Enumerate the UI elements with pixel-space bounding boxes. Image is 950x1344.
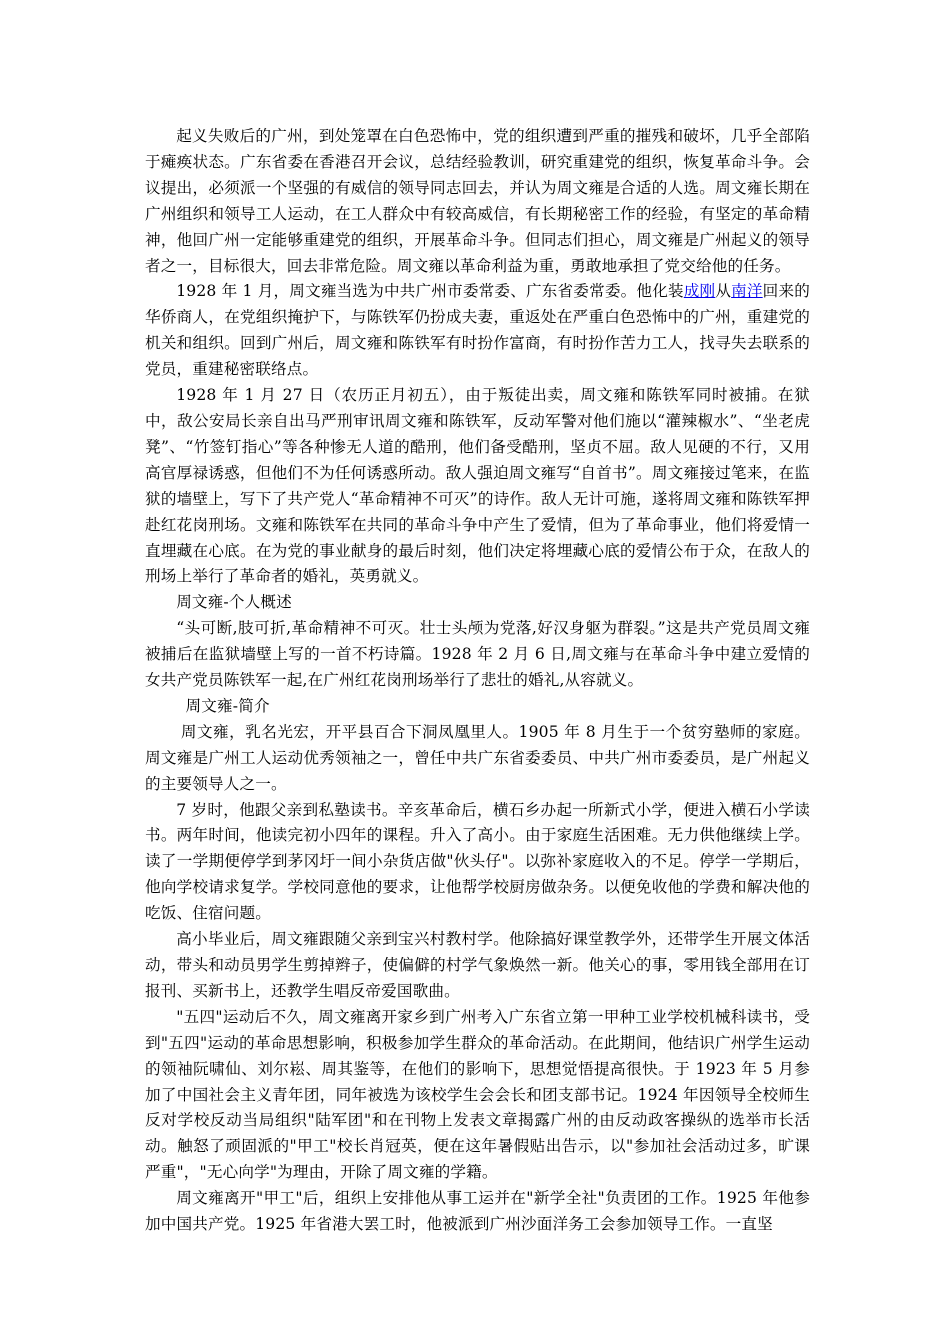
- paragraph-may-fourth: "五四"运动后不久，周文雍离开家乡到广州考入广东省立第一甲种工业学校机械科读书，受到"五四"运动的革命思想影响，积极参加学生群众的革命活动。在此期间，他结识广州学生运动的领袖阮啸仙、刘尔崧、周其鉴等，在他们的影响下，思想觉悟提高很快。于 1923 年 5 月参加了中国社会主义青年团，同年被选为该校学生会会长和团支部书记。1924 年因领导全校师生反对学校反动当局组织"陆军团"和在刊物上发表文章揭露广州的由反动政客操纵的选举市长活动。触怒了顽固派的"甲工"校长肖冠英，便在这年暑假贴出告示，以"参加社会活动过多，旷课严重"，"无心向学"为理由，开除了周文雍的学籍。: [145, 1007, 810, 1182]
- paragraph-overview: “头可断,肢可折,革命精神不可灭。壮士头颅为党落,好汉身躯为群裂。”这是共产党员周文雍被捕后在监狱墙壁上写的一首不朽诗篇。1928 年 2 月 6 日,周文雍与在革命斗争中建立爱情的女共产党员陈铁军一起,在广州红花岗刑场举行了悲壮的婚礼,从容就义。: [145, 619, 810, 690]
- paragraph-text-before-link: 1928 年 1 月，周文雍当选为中共广州市委常委、广东省委常委。他化装: [176, 282, 684, 301]
- section-heading-intro: 周文雍-简介: [185, 696, 270, 715]
- paragraph-intro: 周文雍，乳名光宏，开平县百合下洞凤凰里人。1905 年 8 月生于一个贫穷塾师的家庭。周文雍是广州工人运动优秀领袖之一，曾任中共广东省委委员、中共广州市委委员，是广州起义的主要领导人之一。: [145, 722, 810, 793]
- link-chenggang[interactable]: 成刚: [683, 282, 716, 301]
- paragraph-return-to-guangzhou: [145, 279, 810, 383]
- link-nanyang[interactable]: 南洋: [731, 282, 763, 301]
- paragraph-text-after-link: 回来的华侨商人，在党组织掩护下，与陈铁军仍扮成夫妻，重返处在严重白色恐怖中的广州，重建党的机关和组织。回到广州后，周文雍和陈铁军有时扮作富商，有时扮作苦力工人，找寻失去联系的党员，重建秘密联络点。: [145, 282, 810, 379]
- paragraph-labor-movement: 周文雍离开"甲工"后，组织上安排他从事工运并在"新学全社"负责团的工作。1925 年他参加中国共产党。1925 年省港大罢工时，他被派到广州沙面洋务工会参加领导工作。一直坚: [145, 1189, 810, 1234]
- section-heading-overview: 周文雍-个人概述: [176, 593, 292, 612]
- paragraph-text-mid: 从: [715, 282, 732, 301]
- paragraph-party-rebuild-plan: 起义失败后的广州，到处笼罩在白色恐怖中，党的组织遭到严重的摧残和破坏，几乎全部陷于瘫痪状态。广东省委在香港召开会议，总结经验教训，研究重建党的组织，恢复革命斗争。会议提出，必须派一个坚强的有威信的领导同志回去，并认为周文雍是合适的人选。周文雍长期在广州组织和领导工人运动，在工人群众中有较高威信，有长期秘密工作的经验，有坚定的革命精神，他回广州一定能够重建党的组织，开展革命斗争。但同志们担心，周文雍是广州起义的领导者之一，目标很大，回去非常危险。周文雍以革命利益为重，勇敢地承担了党交给他的任务。: [145, 127, 810, 275]
- paragraph-arrest-and-execution: 1928 年 1 月 27 日（农历正月初五），由于叛徒出卖，周文雍和陈铁军同时被捕。在狱中，敌公安局长亲自出马严刑审讯周文雍和陈铁军，反动军警对他们施以“灌辣椒水”、“坐老虎凳”、“竹签钉指心”等各种惨无人道的酷刑，他们备受酷刑，坚贞不屈。敌人见硬的不行，又用高官厚禄诱惑，但他们不为任何诱惑所动。敌人强迫周文雍写“自首书”。周文雍接过笔来，在监狱的墙壁上，写下了共产党人“革命精神不可灭”的诗作。敌人无计可施，遂将周文雍和陈铁军押赴红花岗刑场。文雍和陈铁军在共同的革命斗争中产生了爱情，但为了革命事业，他们将爱情一直埋藏在心底。在为党的事业献身的最后时刻，他们决定将埋藏心底的爱情公布于众，在敌人的刑场上举行了革命者的婚礼，英勇就义。: [145, 386, 810, 586]
- paragraph-village-teaching: 高小毕业后，周文雍跟随父亲到宝兴村教村学。他除搞好课堂教学外，还带学生开展文体活动，带头和动员男学生剪掉辫子，使偏僻的村学气象焕然一新。他关心的事，零用钱全部用在订报刊、买新书上，还教学生唱反帝爱国歌曲。: [145, 930, 810, 1000]
- document-page: [145, 124, 810, 1238]
- paragraph-childhood: 7 岁时，他跟父亲到私塾读书。辛亥革命后，横石乡办起一所新式小学，便进入横石小学读书。两年时间，他读完初小四年的课程。升入了高小。由于家庭生活困难。无力供他继续上学。读了一学期便停学到茅冈圩一间小杂货店做"伙头仔"。以弥补家庭收入的不足。停学一学期后，他向学校请求复学。学校同意他的要求，让他帮学校厨房做杂务。以便免收他的学费和解决他的吃饭、住宿问题。: [145, 800, 810, 923]
